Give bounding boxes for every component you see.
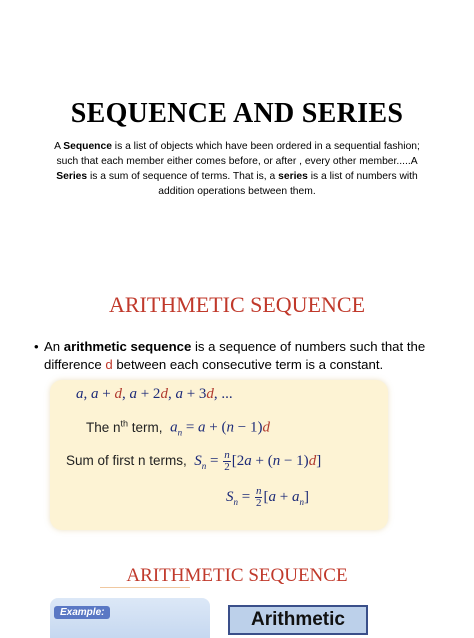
bullet-text-2: is a sequence of numbers such that the difference: [44, 339, 426, 372]
sum-label: Sum of first n terms,: [66, 452, 187, 468]
intro-text-1: A: [54, 141, 64, 152]
sum-formula-alt: $S_n$ = $\frac{n}{2}$ $[a + a_n]$: [226, 485, 309, 509]
example-panel: [50, 598, 210, 638]
intro-text-4: is a list of numbers with addition operations between them.: [158, 171, 418, 197]
bullet-text-3: between each consecutive term is a constant.: [112, 357, 384, 372]
definition-bullet: [34, 338, 454, 374]
bullet-text-1: An: [44, 339, 64, 354]
difference-symbol: d: [105, 357, 113, 372]
sequence-keyword: Sequence: [63, 141, 112, 152]
bullet-marker: •: [34, 339, 39, 354]
arithmetic-sequence-term: arithmetic sequence: [63, 339, 192, 354]
intro-paragraph: [48, 139, 426, 199]
intro-text-3: is a sum of sequence of terms. That is, a: [87, 171, 279, 182]
nth-term-row: The $n^{th}$ term, $a_n = a + (n - 1)d$: [86, 418, 270, 438]
series-keyword-2: series: [278, 171, 308, 182]
sequence-formula: a, a + d, a + 2d, a + 3d, ...: [76, 386, 233, 402]
second-section-title: ARITHMETIC SEQUENCE: [126, 565, 348, 586]
formula-box: [50, 380, 388, 530]
series-keyword: Series: [56, 171, 88, 182]
example-tag: Example:: [54, 606, 110, 619]
arithmetic-label-box: [228, 605, 368, 635]
title-underline: [100, 587, 190, 588]
sum-formula-row: Sum of first n terms, $S_n$ = $\frac{n}{2}$ [2a + (n − 1)d]: [66, 449, 322, 473]
section-title: ARITHMETIC SEQUENCE: [108, 292, 366, 317]
arithmetic-label: Arithmetic: [251, 609, 345, 630]
page-title: SEQUENCE AND SERIES: [70, 98, 404, 129]
intro-text-2: is a list of objects which have been ordered in a sequential fashion; such that each member either comes before, or after , every other member.....A: [56, 141, 420, 167]
